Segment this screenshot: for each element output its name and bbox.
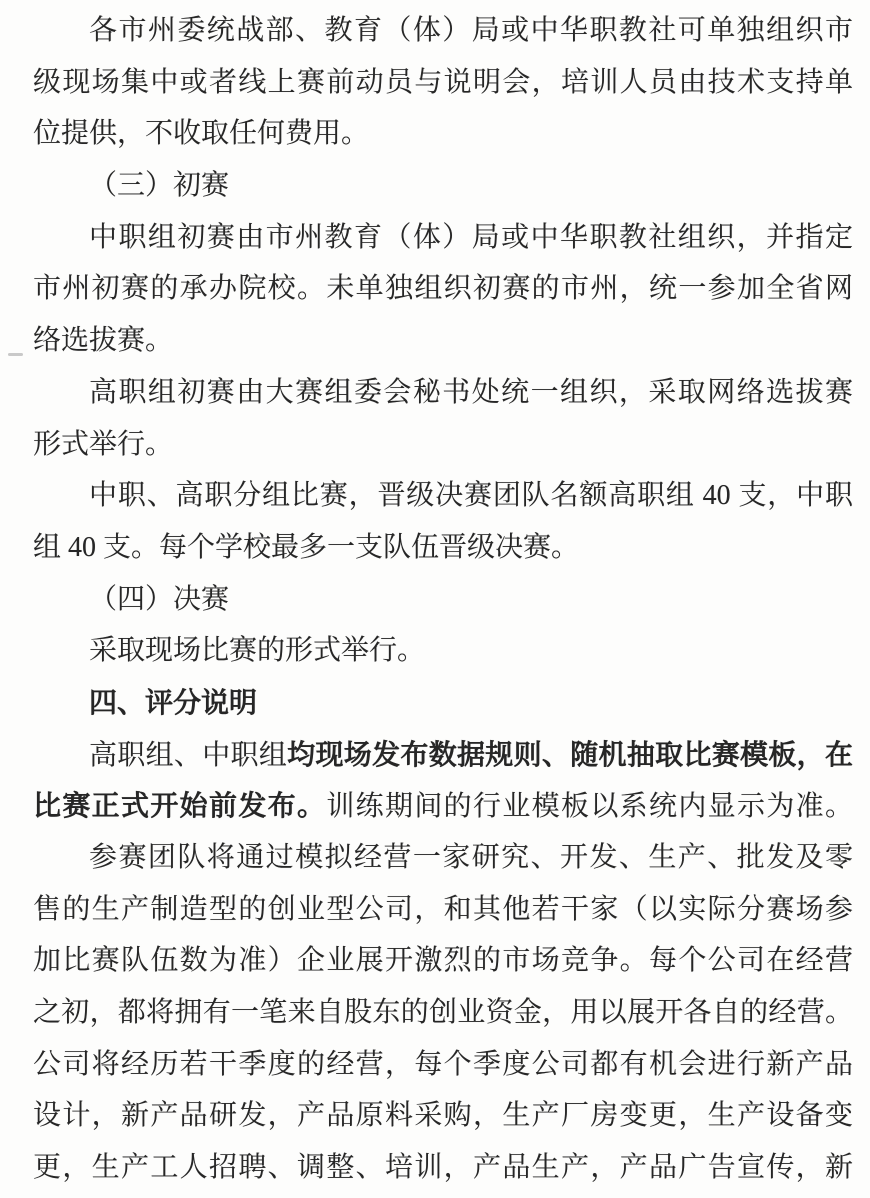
text-segment: 售的生产制造型的创业型公司，和其他若干家（以实际分赛场参: [33, 893, 853, 925]
text-line: [33, 263, 853, 315]
text-segment: 络选拔赛。: [33, 325, 174, 357]
text-segment: 中职、高职分组比赛，晋级决赛团队名额高职组 40 支，中职: [89, 480, 853, 512]
text-line: [33, 884, 853, 936]
text-line: [33, 5, 853, 57]
text-line: [33, 987, 853, 1039]
scan-artifact-mark: [8, 353, 23, 356]
text-line: [33, 419, 853, 471]
text-segment: 高职组、中职组: [89, 739, 288, 771]
text-segment: 参赛团队将通过模拟经营一家研究、开发、生产、批发及零: [89, 842, 853, 873]
text-line: [33, 935, 853, 987]
text-line: [33, 1090, 853, 1142]
text-segment: 加比赛队伍数为准）企业展开激烈的市场竞争。每个公司在经营: [33, 945, 853, 977]
subsection-heading-final: [33, 574, 853, 626]
text-line: [33, 57, 853, 109]
text-segment: （三）初赛: [89, 170, 230, 202]
text-segment: （四）决赛: [89, 583, 230, 615]
text-segment: 中职组初赛由市州教育（体）局或中华职教社组织，并指定: [89, 221, 853, 253]
text-line: [33, 729, 853, 781]
text-line: [33, 470, 853, 522]
text-segment: 市州初赛的承办院校。未单独组织初赛的市州，统一参加全省网: [33, 273, 853, 305]
text-line: [33, 212, 853, 264]
text-line: [33, 780, 853, 832]
text-segment-bold: 比赛正式开始前发布。: [33, 790, 327, 822]
text-segment: 公司将经历若干季度的经营，每个季度公司都有机会进行新产品: [33, 1048, 853, 1080]
text-line: [33, 1039, 853, 1091]
text-line: [33, 315, 853, 367]
text-line: [33, 367, 853, 419]
section-heading-scoring: [33, 677, 853, 729]
text-segment: 四、评分说明: [89, 686, 258, 718]
text-segment: 形式举行。: [33, 428, 174, 460]
text-segment: 之初，都将拥有一笔来自股东的创业资金，用以展开各自的经营。: [33, 997, 853, 1029]
text-segment: 更，生产工人招聘、调整、培训，产品生产，产品广告宣传，新: [33, 1152, 853, 1184]
text-line: [33, 522, 853, 574]
text-segment: 训练期间的行业模板以系统内显示为准。: [326, 791, 853, 823]
text-segment: 级现场集中或者线上赛前动员与说明会，培训人员由技术支持单: [33, 66, 853, 98]
text-segment: 高职组初赛由大赛组委会秘书处统一组织，采取网络选拔赛: [89, 376, 853, 408]
text-line: [33, 1142, 853, 1194]
text-segment-bold: 均现场发布数据规则、随机抽取比赛模板，在: [287, 738, 853, 770]
text-line: [33, 625, 853, 677]
text-segment: 组 40 支。每个学校最多一支队伍晋级决赛。: [33, 531, 580, 563]
text-segment: 位提供，不收取任何费用。: [33, 118, 370, 150]
text-segment: 各市州委统战部、教育（体）局或中华职教社可单独组织市: [89, 15, 853, 46]
text-segment: 设计，新产品研发，产品原料采购，生产厂房变更，生产设备变: [33, 1100, 853, 1132]
text-line: [33, 108, 853, 160]
subsection-heading-preliminary: [33, 160, 853, 212]
text-line: [33, 832, 853, 884]
text-segment: 采取现场比赛的形式举行。: [89, 635, 426, 667]
